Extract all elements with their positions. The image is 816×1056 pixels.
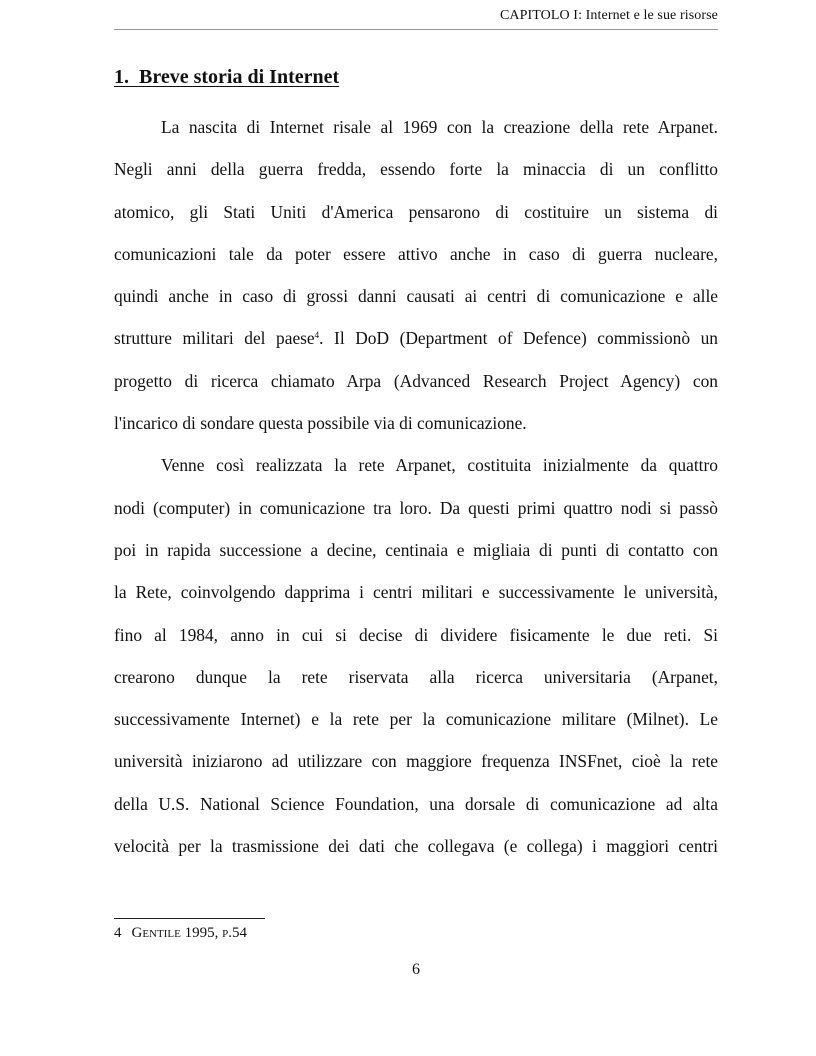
text-line: nodi (computer) in comunicazione tra loro. Da questi primi quattro nodi si passò bbox=[114, 497, 718, 518]
footnote-page-prefix: p. bbox=[222, 925, 232, 941]
body-text bbox=[114, 113, 718, 874]
footnote-author: Gentile bbox=[131, 925, 181, 941]
paragraph-2 bbox=[114, 451, 718, 874]
footnote-reference: 4 bbox=[314, 330, 320, 341]
text-line: progetto di ricerca chiamato Arpa (Advanced Research Project Agency) con bbox=[114, 370, 718, 391]
text-line: La nascita di Internet risale al 1969 con la creazione della rete Arpanet. bbox=[161, 117, 718, 137]
footnote-number: 4 bbox=[114, 925, 122, 941]
text-line: la Rete, coinvolgendo dapprima i centri militari e successivamente le università, bbox=[114, 582, 718, 603]
text-line: della U.S. National Science Foundation, una dorsale di comunicazione ad alta bbox=[114, 793, 718, 814]
text-line: Negli anni della guerra fredda, essendo forte la minaccia di un conflitto bbox=[114, 159, 718, 180]
text-line: fino al 1984, anno in cui si decise di dividere fisicamente le due reti. Si bbox=[114, 624, 718, 645]
text-line: velocità per la trasmissione dei dati che collegava (e collega) i maggiori centri bbox=[114, 836, 718, 857]
text-line: l'incarico di sondare questa possibile via di comunicazione. bbox=[114, 413, 527, 434]
text-line: crearono dunque la rete riservata alla ricerca universitaria (Arpanet, bbox=[114, 666, 718, 687]
header-rule bbox=[114, 29, 718, 30]
text-line: comunicazioni tale da poter essere attivo anche in caso di guerra nucleare, bbox=[114, 243, 718, 264]
text-line: successivamente Internet) e la rete per la comunicazione militare (Milnet). Le bbox=[114, 709, 718, 730]
footnote bbox=[114, 925, 247, 942]
text-line: Venne così realizzata la rete Arpanet, costituita inizialmente da quattro bbox=[161, 455, 718, 476]
section-title: 1. Breve storia di Internet bbox=[114, 66, 340, 88]
text-line: università iniziarono ad utilizzare con maggiore frequenza INSFnet, cioè la rete bbox=[114, 751, 718, 772]
page-number: 6 bbox=[412, 961, 420, 978]
text-line: quindi anche in caso di grossi danni causati ai centri di comunicazione e alle bbox=[114, 286, 718, 307]
text-segment: strutture militari del paese bbox=[114, 328, 315, 349]
footnote-rule bbox=[114, 918, 265, 919]
paragraph-1 bbox=[114, 113, 718, 451]
text-line: atomico, gli Stati Uniti d'America pensarono di costituire un sistema di bbox=[114, 201, 718, 222]
text-line: poi in rapida successione a decine, centinaia e migliaia di punti di contatto con bbox=[114, 539, 718, 560]
text-segment: . Il DoD (Department of Defence) commissionò un bbox=[319, 328, 718, 349]
text-line-with-footnote-ref bbox=[114, 324, 718, 366]
running-header: CAPITOLO I: Internet e le sue risorse bbox=[499, 8, 718, 23]
footnote-page: 54 bbox=[231, 925, 247, 941]
footnote-citation: 1995, bbox=[180, 925, 223, 941]
